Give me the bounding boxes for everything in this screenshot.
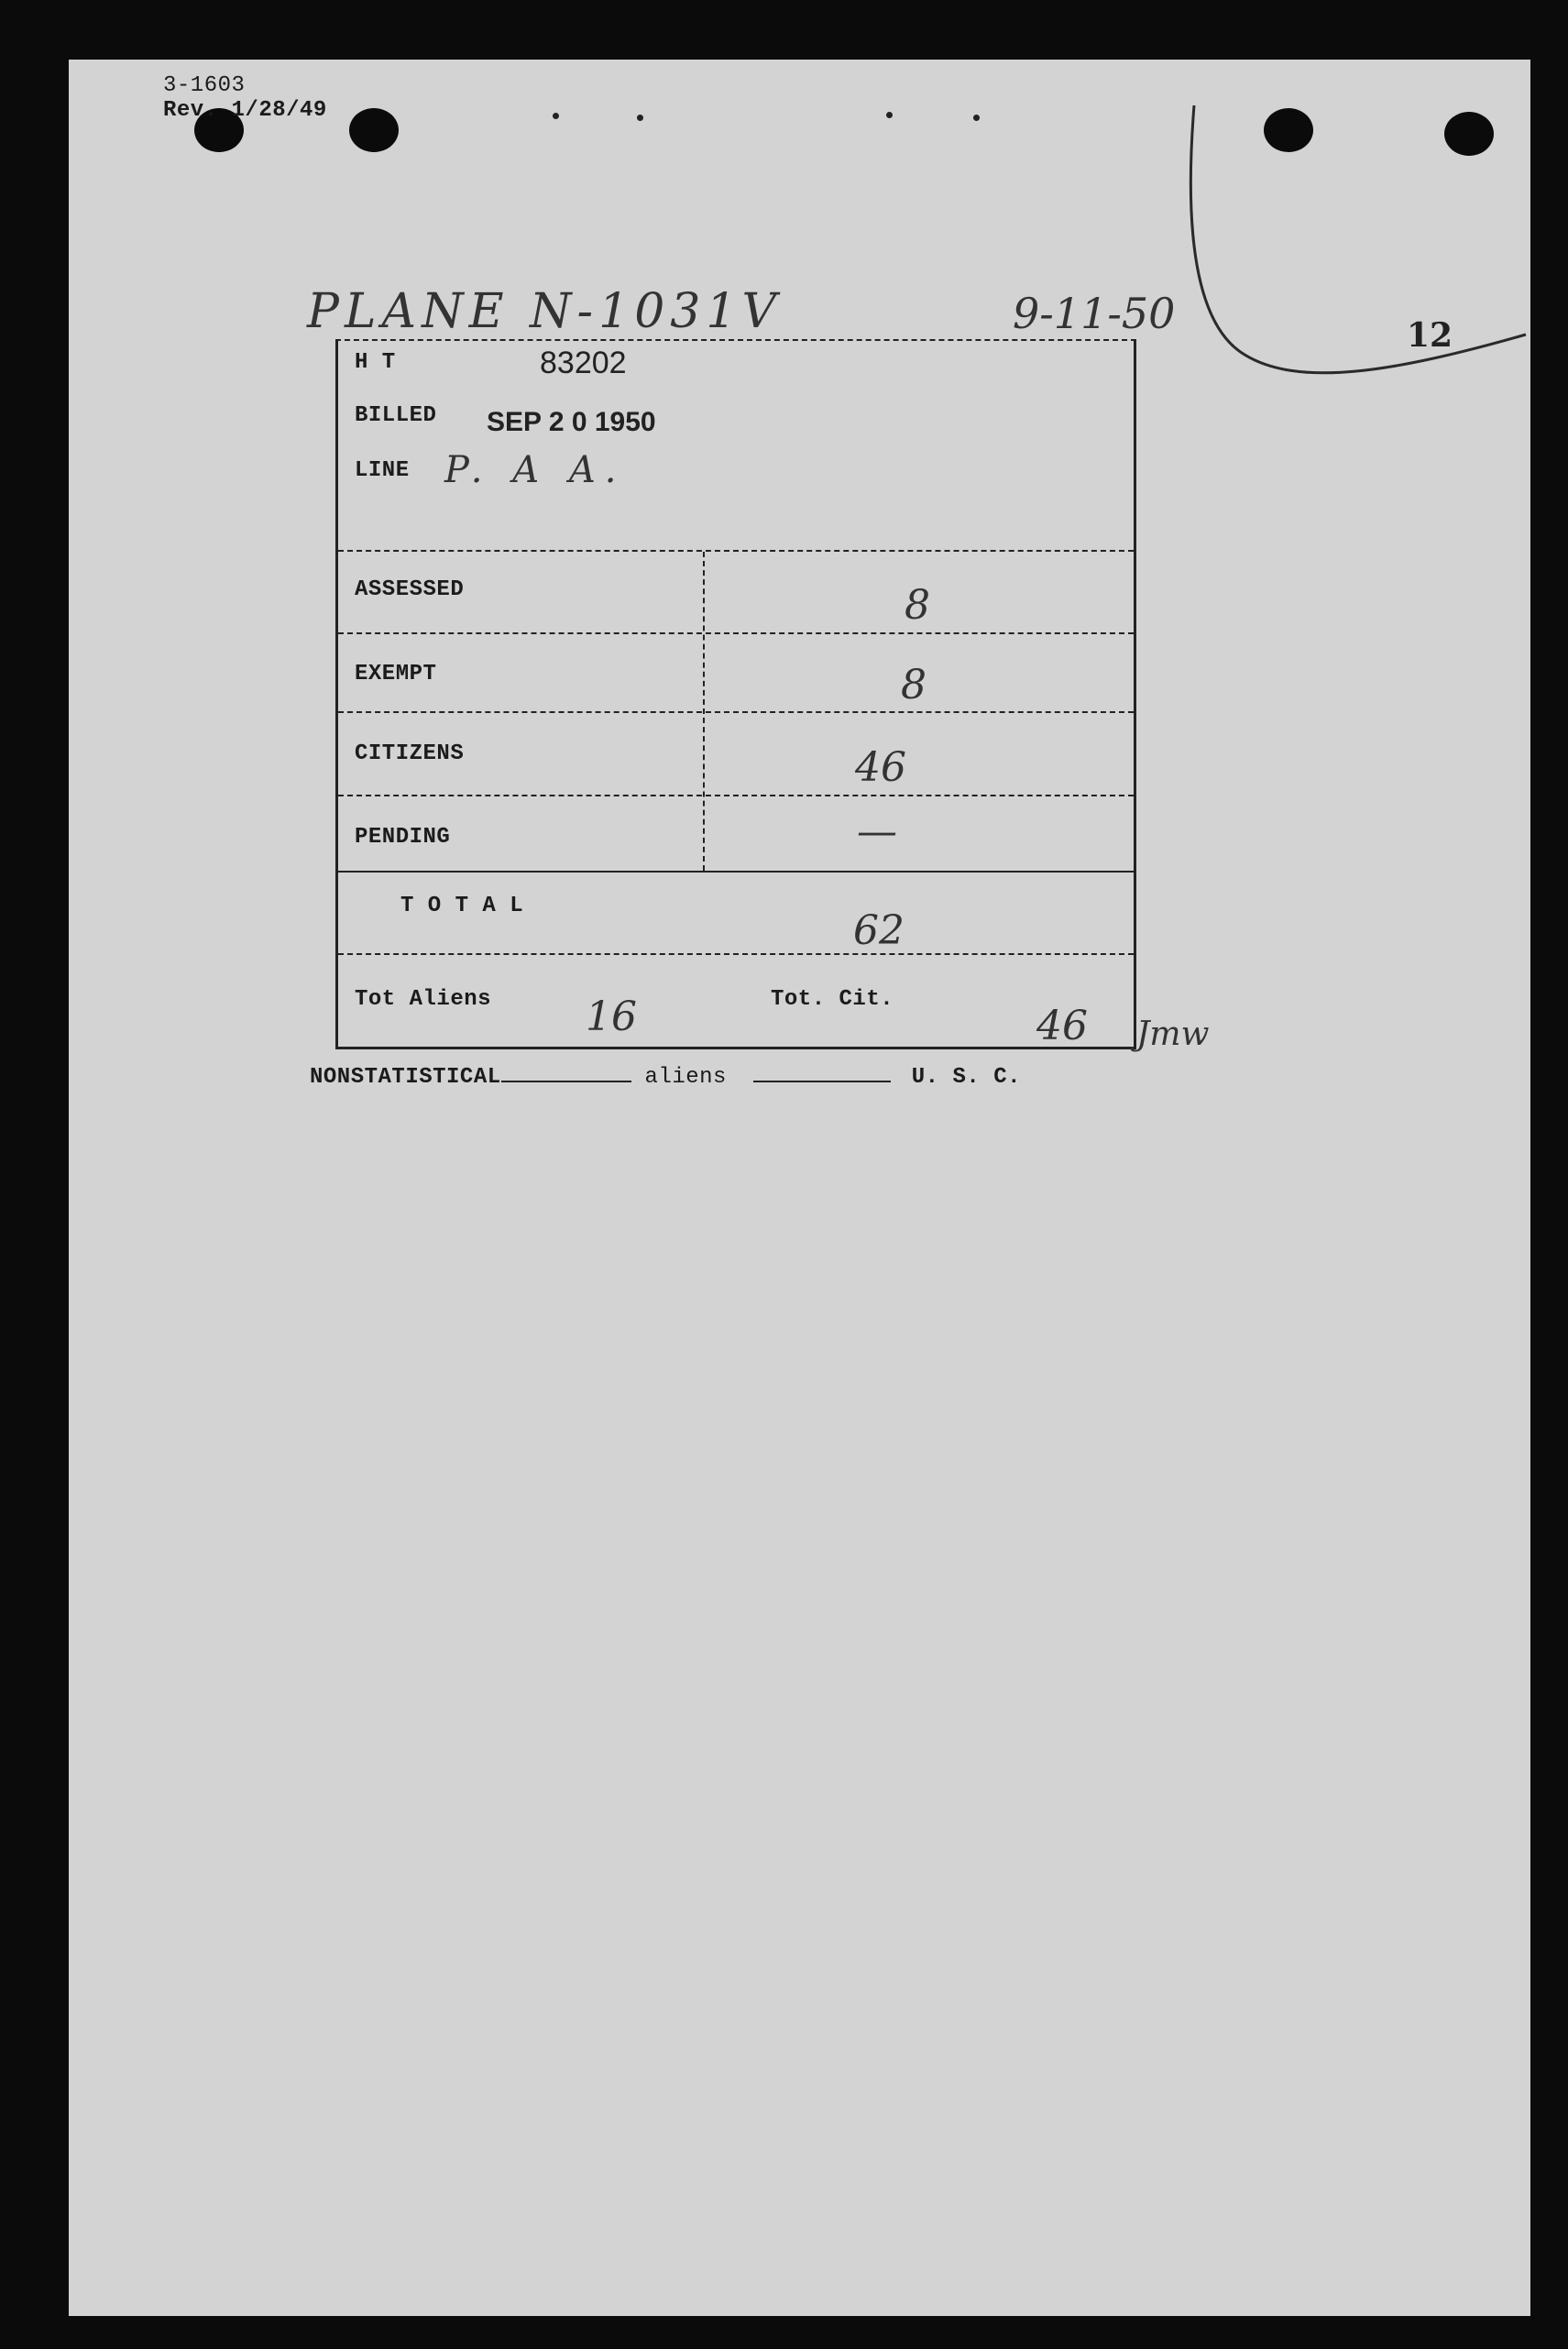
rule [338, 795, 1134, 796]
nonstatistical-label: NONSTATISTICAL [310, 1065, 501, 1090]
nonstatistical-line [310, 1065, 1021, 1090]
total-value: 62 [853, 907, 905, 954]
rule [338, 711, 1134, 713]
usc-blank [753, 1081, 891, 1082]
manifest-summary-box [335, 339, 1136, 1049]
plane-handwritten: PLANE N-1031V [307, 284, 783, 339]
binding-dot [973, 115, 980, 121]
pending-label: PENDING [355, 825, 451, 850]
binding-dot [637, 115, 643, 121]
line-label: LINE [355, 458, 410, 483]
rule [338, 632, 1134, 634]
aliens-label: aliens [644, 1065, 727, 1090]
ht-label: H T [355, 350, 396, 375]
exempt-label: EXEMPT [355, 662, 437, 686]
line-handwritten: P. A A. [444, 449, 626, 491]
billed-label: BILLED [355, 403, 437, 428]
form-number: 3-1603 [163, 73, 246, 98]
pending-value: — [857, 808, 897, 855]
page-number: 12 [1407, 316, 1453, 355]
tot-aliens-label: Tot Aliens [355, 987, 492, 1012]
nonstatistical-blank [501, 1081, 631, 1082]
ht-value: 83202 [540, 346, 627, 380]
total-label: T O T A L [400, 894, 524, 918]
usc-label: U. S. C. [911, 1065, 1021, 1090]
billed-date-stamp: SEP 2 0 1950 [487, 407, 656, 437]
tot-cit-value: 46 [1036, 1003, 1088, 1049]
exempt-value: 8 [901, 662, 927, 708]
rule [338, 953, 1134, 955]
binding-dot [886, 112, 893, 118]
citizens-value: 46 [855, 744, 906, 791]
binding-dot [553, 113, 559, 119]
assessed-label: ASSESSED [355, 577, 465, 602]
punch-hole [349, 108, 399, 152]
tot-cit-label: Tot. Cit. [771, 987, 894, 1012]
form-revision: Rev. 1/28/49 [163, 98, 327, 123]
citizens-label: CITIZENS [355, 741, 465, 766]
date-handwritten: 9-11-50 [1013, 289, 1176, 338]
rule [338, 550, 1134, 552]
initials-handwritten: Jmw [1136, 1015, 1210, 1053]
assessed-value: 8 [905, 582, 930, 629]
rule [338, 871, 1134, 873]
pen-curve-mark [1187, 105, 1535, 435]
tot-aliens-value: 16 [586, 993, 637, 1040]
